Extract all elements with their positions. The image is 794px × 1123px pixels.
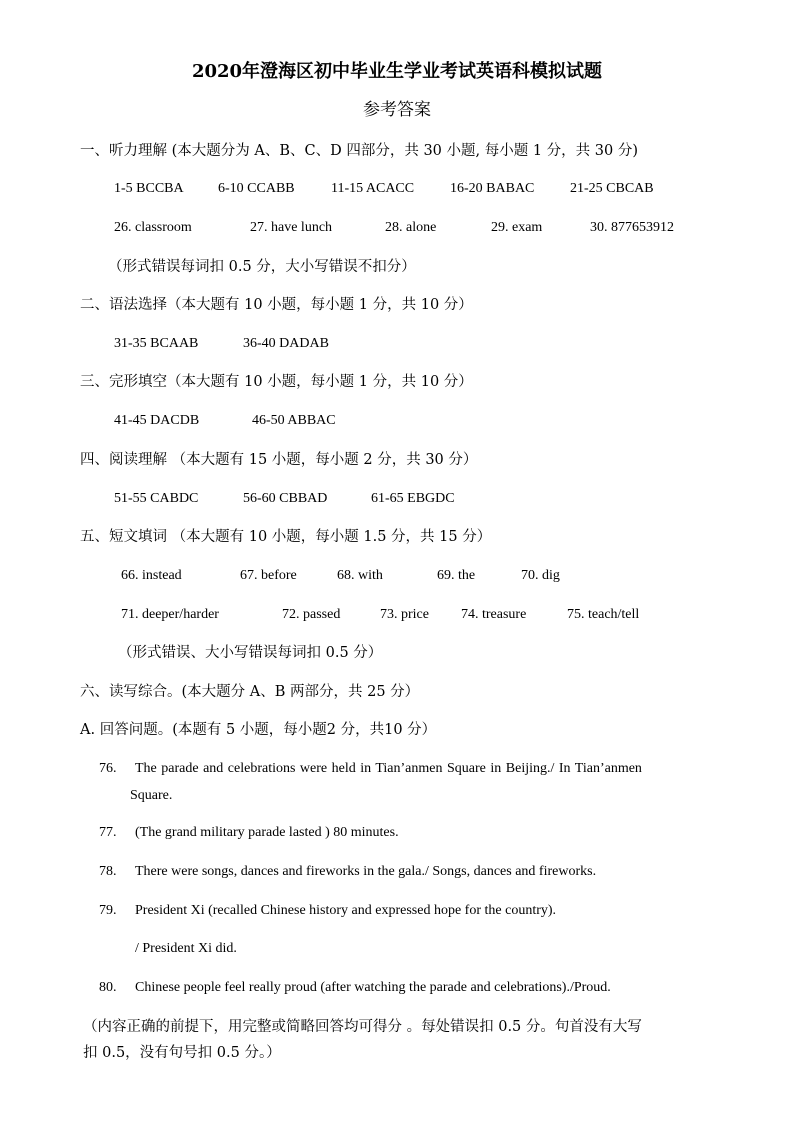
answer-cell: 29. exam [491,220,543,235]
question-number: 80. [99,980,117,995]
question-number: 79. [99,903,117,918]
question-number: 78. [99,864,117,879]
section-4-heading: 四、阅读理解 （本大题有 15 小题，每小题 2 分，共 30 分） [80,452,478,468]
page-subtitle: 参考答案 [363,100,431,120]
answer-text: Chinese people feel really proud (after watching the parade and celebrations)./Proud. [135,980,611,995]
answer-cell: 30. 877653912 [590,220,674,235]
answer-text: (The grand military parade lasted ) 80 minutes. [135,825,399,840]
answer-cell: 56-60 CBBAD [243,491,328,506]
answer-cell: 11-15 ACACC [331,181,415,196]
answer-text: There were songs, dances and fireworks in the gala./ Songs, dances and fireworks. [135,864,597,879]
section-6-heading: 六、读写综合。(本大题分 A、B 两部分，共 25 分） [80,684,420,700]
section-6-note-line-1: （内容正确的前提下，用完整或简略回答均可得分 。每处错误扣 0.5 分。句首没有大写 [83,1019,642,1035]
answer-cell: 70. dig [521,568,560,583]
answer-cell: 21-25 CBCAB [570,181,654,196]
section-6-note-line-2: 扣 0.5，没有句号扣 0.5 分。） [83,1045,281,1061]
answer-cell: 66. instead [121,568,182,583]
answer-cell: 51-55 CABDC [114,491,199,506]
answer-text: President Xi (recalled Chinese history and expressed hope for the country). [135,903,557,918]
section-3-heading: 三、完形填空（本大题有 10 小题，每小题 1 分，共 10 分） [80,374,473,390]
answer-cell: 72. passed [282,607,341,622]
answer-cell: 74. treasure [461,607,527,622]
section-6-part-a: A. 回答问题。(本题有 5 小题，每小题2 分，共10 分） [80,722,437,738]
answer-text-cont: Square. [130,788,173,803]
section-5-heading: 五、短文填词 （本大题有 10 小题，每小题 1.5 分，共 15 分） [80,529,492,545]
question-number: 77. [99,825,117,840]
answer-cell: 31-35 BCAAB [114,336,199,351]
answer-cell: 28. alone [385,220,437,235]
answer-cell: 68. with [337,568,383,583]
answer-cell: 16-20 BABAC [450,181,535,196]
answer-text-cont: / President Xi did. [135,941,237,956]
answer-cell: 61-65 EBGDC [371,491,455,506]
answer-cell: 46-50 ABBAC [252,413,336,428]
answer-cell: 6-10 CCABB [218,181,295,196]
answer-cell: 73. price [380,607,429,622]
answer-text: The parade and celebrations were held in Tian’anmen Square in Beijing./ In Tian’anmen [135,761,642,776]
answer-cell: 26. classroom [114,220,192,235]
answer-cell: 71. deeper/harder [121,607,219,622]
answer-cell: 36-40 DADAB [243,336,329,351]
answer-cell: 41-45 DACDB [114,413,200,428]
section-1-note: （形式错误每词扣 0.5 分，大小写错误不扣分） [108,259,416,275]
section-2-heading: 二、语法选择（本大题有 10 小题，每小题 1 分，共 10 分） [80,297,473,313]
question-number: 76. [99,761,117,776]
answer-cell: 69. the [437,568,476,583]
answer-cell: 75. teach/tell [567,607,640,622]
page-title: 2020年澄海区初中毕业生学业考试英语科模拟试题 [191,61,603,82]
answer-cell: 1-5 BCCBA [114,181,184,196]
answer-cell: 67. before [240,568,297,583]
answer-cell: 27. have lunch [250,220,333,235]
section-1-heading: 一、听力理解 (本大题分为 A、B、C、D 四部分，共 30 小题, 每小题 1 分，共 30 分) [80,143,638,159]
section-5-note: （形式错误、大小写错误每词扣 0.5 分） [118,645,383,661]
